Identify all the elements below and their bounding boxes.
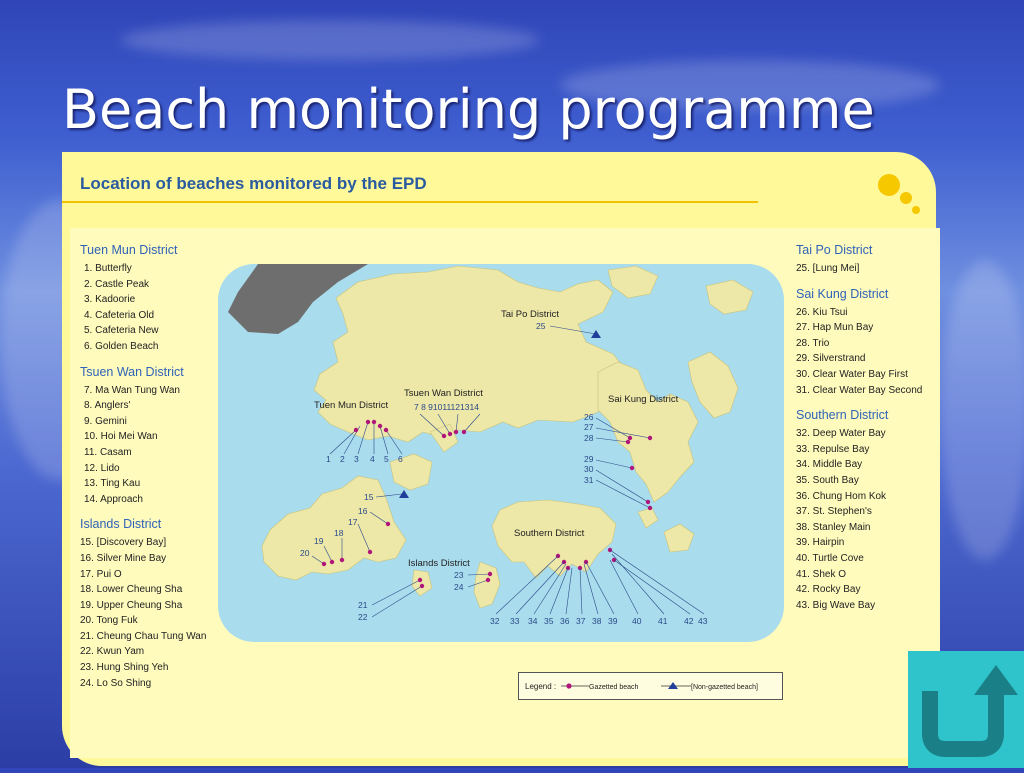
beach-item: 32. Deep Water Bay bbox=[796, 428, 886, 440]
district-label-sai-kung: Sai Kung District bbox=[608, 394, 679, 405]
district-heading: Tsuen Wan District bbox=[80, 364, 184, 379]
beach-number: 2 bbox=[340, 454, 345, 464]
decorative-dot bbox=[912, 206, 920, 214]
beach-item: 10. Hoi Mei Wan bbox=[84, 431, 158, 443]
gazetted-beach-marker bbox=[486, 578, 490, 582]
gazetted-beach-marker bbox=[322, 562, 326, 566]
beach-item: 3. Kadoorie bbox=[84, 294, 136, 306]
beach-number: 1 bbox=[326, 454, 331, 464]
district-heading: Tai Po District bbox=[796, 243, 873, 257]
beach-item: 39. Hairpin bbox=[796, 537, 845, 549]
beach-item: 13. Ting Kau bbox=[84, 478, 141, 490]
gazetted-beach-marker bbox=[442, 434, 446, 438]
beach-number: 7 8 91011121314 bbox=[414, 402, 479, 412]
beach-number: 37 bbox=[576, 616, 586, 626]
slide-title: Beach monitoring programme bbox=[62, 78, 875, 141]
decorative-dot bbox=[878, 174, 900, 196]
beach-number: 3 bbox=[354, 454, 359, 464]
beach-item: 7. Ma Wan Tung Wan bbox=[84, 384, 180, 396]
gazetted-beach-marker bbox=[646, 500, 650, 504]
panel-heading: Location of beaches monitored by the EPD bbox=[80, 174, 427, 193]
beach-item: 16. Silver Mine Bay bbox=[80, 552, 167, 564]
beach-number: 5 bbox=[384, 454, 389, 464]
beach-item: 30. Clear Water Bay First bbox=[796, 368, 908, 380]
beach-item: 34. Middle Bay bbox=[796, 459, 863, 471]
heading-rule bbox=[62, 201, 758, 203]
gazetted-beach-marker bbox=[368, 550, 372, 554]
beach-item: 42. Rocky Bay bbox=[796, 584, 861, 596]
beach-item: 25. [Lung Mei] bbox=[796, 263, 860, 274]
decorative-dot bbox=[900, 192, 912, 204]
beach-number: 26 bbox=[584, 412, 594, 422]
return-arrow-icon bbox=[908, 651, 1024, 768]
legend-title: Legend : bbox=[525, 682, 557, 691]
legend-graphic bbox=[519, 673, 782, 699]
background-cloud bbox=[120, 20, 540, 60]
gazetted-beach-marker bbox=[354, 428, 358, 432]
gazetted-beach-legend-marker bbox=[566, 683, 571, 688]
district-list-left bbox=[80, 243, 206, 693]
beach-number: 21 bbox=[358, 600, 368, 610]
background-cloud bbox=[940, 260, 1024, 560]
beach-number: 32 bbox=[490, 616, 500, 626]
beach-location-map bbox=[218, 262, 784, 642]
beach-number: 30 bbox=[584, 464, 594, 474]
beach-item: 19. Upper Cheung Sha bbox=[80, 599, 183, 611]
district-heading: Southern District bbox=[796, 408, 889, 423]
gazetted-beach-marker bbox=[488, 572, 492, 576]
gazetted-beach-marker bbox=[378, 424, 382, 428]
beach-number: 23 bbox=[454, 570, 464, 580]
beach-item: 9. Gemini bbox=[84, 415, 127, 427]
beach-item: 15. [Discovery Bay] bbox=[80, 537, 167, 549]
district-label-southern: Southern District bbox=[514, 528, 585, 539]
district-heading: Tuen Mun District bbox=[80, 243, 178, 257]
beach-item: 5. Cafeteria New bbox=[84, 325, 159, 337]
beach-number: 38 bbox=[592, 616, 602, 626]
beach-item: 14. Approach bbox=[84, 493, 143, 505]
beach-item: 6. Golden Beach bbox=[84, 340, 159, 352]
beach-number: 25 bbox=[536, 321, 546, 331]
beach-number: 29 bbox=[584, 454, 594, 464]
district-heading: Sai Kung District bbox=[796, 286, 889, 301]
district-list-right bbox=[796, 243, 922, 615]
beach-number: 6 bbox=[398, 454, 403, 464]
legend-non-gazetted-label: [Non-gazetted beach] bbox=[691, 684, 758, 691]
beach-number: 17 bbox=[348, 517, 358, 527]
beach-number: 33 bbox=[510, 616, 520, 626]
beach-item: 27. Hap Mun Bay bbox=[796, 322, 874, 334]
beach-item: 1. Butterfly bbox=[84, 263, 132, 274]
beach-number: 36 bbox=[560, 616, 570, 626]
gazetted-beach-marker bbox=[648, 436, 652, 440]
beach-item: 31. Clear Water Bay Second bbox=[796, 384, 923, 396]
map-legend bbox=[518, 672, 783, 700]
beach-item: 37. St. Stephen's bbox=[796, 506, 872, 518]
beach-number: 43 bbox=[698, 616, 708, 626]
beach-number: 18 bbox=[334, 528, 344, 538]
beach-item: 38. Stanley Main bbox=[796, 521, 871, 533]
beach-item: 20. Tong Fuk bbox=[80, 615, 138, 627]
back-button[interactable] bbox=[908, 651, 1024, 768]
beach-item: 28. Trio bbox=[796, 337, 830, 349]
beach-number: 41 bbox=[658, 616, 668, 626]
gazetted-beach-marker bbox=[418, 578, 422, 582]
gazetted-beach-marker bbox=[384, 428, 388, 432]
beach-number: 39 bbox=[608, 616, 618, 626]
beach-item: 29. Silverstrand bbox=[796, 353, 866, 365]
beach-item: 35. South Bay bbox=[796, 474, 859, 486]
gazetted-beach-marker bbox=[626, 440, 630, 444]
district-label-tsuen-wan: Tsuen Wan District bbox=[404, 388, 483, 399]
gazetted-beach-marker bbox=[628, 436, 632, 440]
district-label-islands: Islands District bbox=[408, 558, 470, 569]
beach-item: 26. Kiu Tsui bbox=[796, 306, 848, 318]
beach-item: 17. Pui O bbox=[80, 568, 122, 580]
beach-number: 22 bbox=[358, 612, 368, 622]
non-gazetted-beach-legend-marker bbox=[668, 682, 678, 689]
beach-item: 8. Anglers' bbox=[84, 400, 131, 412]
gazetted-beach-marker bbox=[420, 584, 424, 588]
beach-item: 24. Lo So Shing bbox=[80, 677, 152, 689]
beach-number: 40 bbox=[632, 616, 642, 626]
beach-number: 16 bbox=[358, 506, 368, 516]
beach-number: 24 bbox=[454, 582, 464, 592]
gazetted-beach-marker bbox=[330, 560, 334, 564]
beach-item: 12. Lido bbox=[84, 462, 120, 474]
gazetted-beach-marker bbox=[462, 430, 466, 434]
gazetted-beach-marker bbox=[648, 506, 652, 510]
legend-gazetted-label: Gazetted beach bbox=[589, 684, 639, 691]
gazetted-beach-marker bbox=[386, 522, 390, 526]
beach-item: 23. Hung Shing Yeh bbox=[80, 662, 169, 674]
beach-item: 18. Lower Cheung Sha bbox=[80, 584, 183, 596]
district-heading: Islands District bbox=[80, 517, 162, 532]
beach-item: 4. Cafeteria Old bbox=[84, 309, 155, 321]
beach-item: 41. Shek O bbox=[796, 568, 847, 580]
gazetted-beach-marker bbox=[340, 558, 344, 562]
gazetted-beach-marker bbox=[366, 420, 370, 424]
beach-item: 36. Chung Hom Kok bbox=[796, 490, 887, 502]
beach-item: 43. Big Wave Bay bbox=[796, 599, 876, 611]
beach-item: 33. Repulse Bay bbox=[796, 443, 870, 455]
beach-item: 22. Kwun Yam bbox=[80, 646, 145, 658]
district-label-tai-po: Tai Po District bbox=[501, 309, 560, 320]
beach-number: 19 bbox=[314, 536, 324, 546]
beach-number: 35 bbox=[544, 616, 554, 626]
gazetted-beach-marker bbox=[372, 420, 376, 424]
beach-number: 34 bbox=[528, 616, 538, 626]
new-territories bbox=[314, 266, 628, 442]
beach-number: 15 bbox=[364, 492, 374, 502]
beach-number: 31 bbox=[584, 475, 594, 485]
beach-item: 40. Turtle Cove bbox=[796, 552, 864, 564]
gazetted-beach-marker bbox=[448, 432, 452, 436]
beach-item: 21. Cheung Chau Tung Wan bbox=[80, 630, 207, 642]
gazetted-beach-marker bbox=[630, 466, 634, 470]
beach-number: 28 bbox=[584, 433, 594, 443]
beach-item: 11. Casam bbox=[84, 446, 132, 458]
beach-item: 2. Castle Peak bbox=[84, 278, 150, 290]
beach-number: 27 bbox=[584, 422, 594, 432]
gazetted-beach-marker bbox=[454, 430, 458, 434]
beach-number: 4 bbox=[370, 454, 375, 464]
beach-number: 20 bbox=[300, 548, 310, 558]
beach-number: 42 bbox=[684, 616, 694, 626]
district-label-tuen-mun: Tuen Mun District bbox=[314, 400, 389, 411]
